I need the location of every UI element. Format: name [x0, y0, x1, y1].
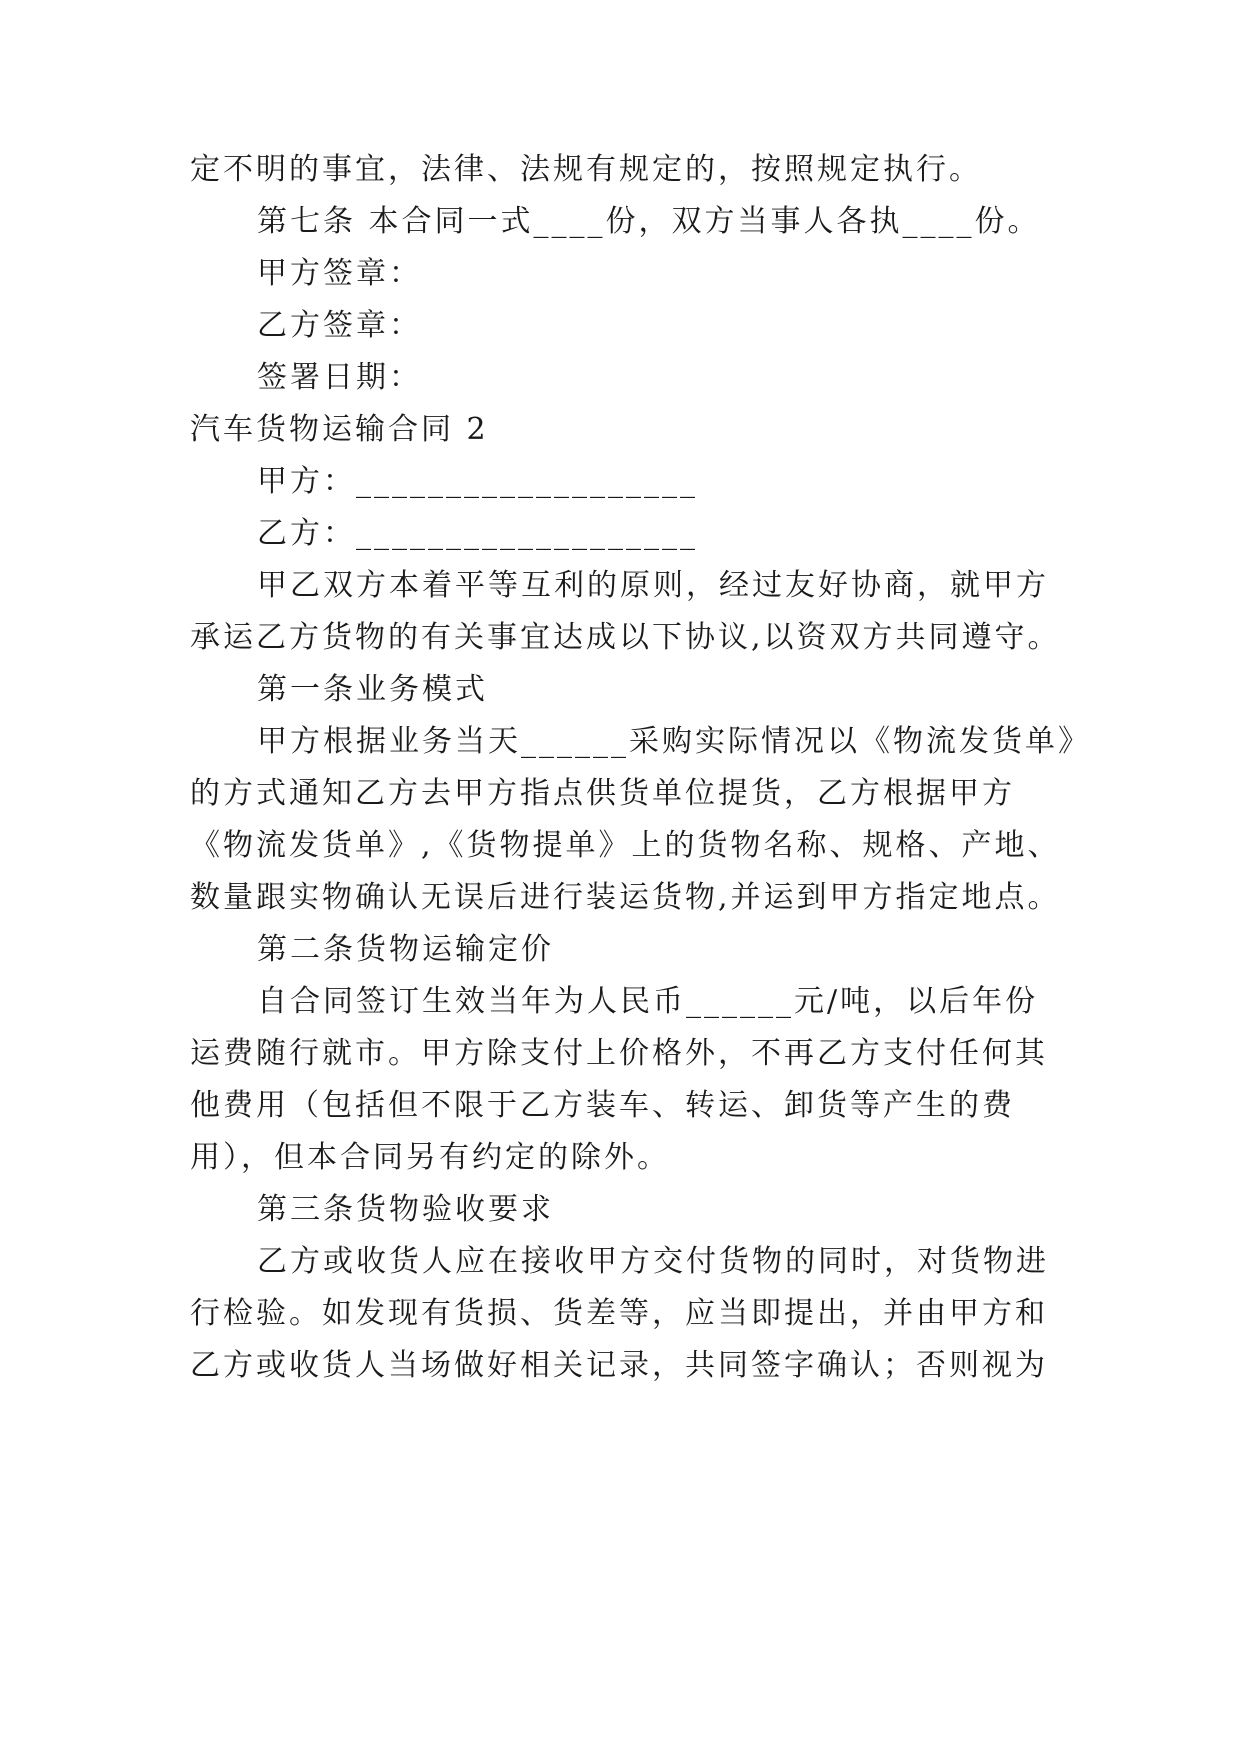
paragraph-line: 用），但本合同另有约定的除外。	[190, 1140, 670, 1175]
paragraph-line: 乙方或收货人应在接收甲方交付货物的同时，对货物进	[257, 1244, 1049, 1279]
paragraph-line: 承运乙方货物的有关事宜达成以下协议,以资双方共同遵守。	[190, 620, 1061, 655]
party-b-signature-label: 乙方签章：	[257, 308, 422, 343]
article-7-line: 第七条 本合同一式____份，双方当事人各执____份。	[257, 204, 1041, 239]
paragraph-line: 乙方或收货人当场做好相关记录，共同签字确认；否则视为	[190, 1348, 1048, 1383]
paragraph-line: 运费随行就市。甲方除支付上价格外，不再乙方支付任何其	[190, 1036, 1048, 1071]
paragraph-line: 行检验。如发现有货损、货差等，应当即提出，并由甲方和	[190, 1296, 1048, 1331]
contract-title: 汽车货物运输合同 2	[190, 412, 489, 447]
paragraph-line: 甲乙双方本着平等互利的原则，经过友好协商，就甲方	[257, 568, 1049, 603]
article-3-heading: 第三条货物验收要求	[257, 1192, 554, 1227]
paragraph-line: 自合同签订生效当年为人民币______元/吨，以后年份	[257, 984, 1039, 1019]
paragraph-line: 他费用（包括但不限于乙方装车、转运、卸货等产生的费	[190, 1088, 1015, 1123]
article-1-heading: 第一条业务模式	[257, 672, 488, 707]
signing-date-label: 签署日期：	[257, 360, 422, 395]
paragraph-line: 甲方根据业务当天______采购实际情况以《物流发货单》	[257, 724, 1091, 759]
party-a-signature-label: 甲方签章：	[257, 256, 422, 291]
party-b-field: 乙方：___________________	[257, 516, 698, 551]
article-2-heading: 第二条货物运输定价	[257, 932, 554, 967]
paragraph-line: 数量跟实物确认无误后进行装运货物,并运到甲方指定地点。	[190, 880, 1061, 915]
paragraph-line: 定不明的事宜，法律、法规有规定的，按照规定执行。	[190, 152, 982, 187]
party-a-field: 甲方：___________________	[257, 464, 698, 499]
paragraph-line: 《物流发货单》,《货物提单》上的货物名称、规格、产地、	[190, 828, 1061, 863]
paragraph-line: 的方式通知乙方去甲方指点供货单位提货，乙方根据甲方	[190, 776, 1015, 811]
